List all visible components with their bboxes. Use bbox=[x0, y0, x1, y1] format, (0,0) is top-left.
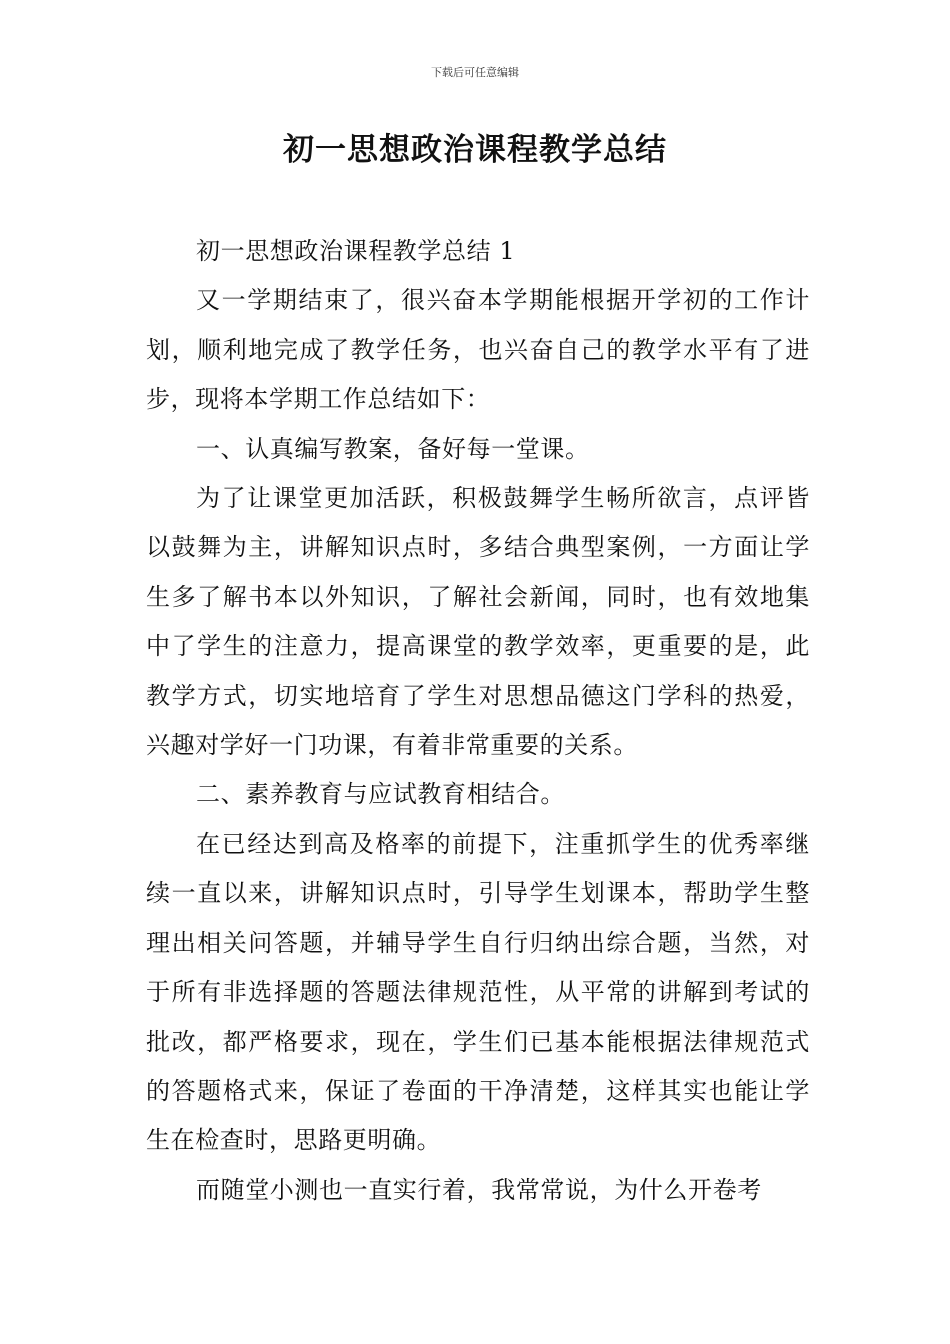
paragraph: 又一学期结束了，很兴奋本学期能根据开学初的工作计划，顺利地完成了教学任务，也兴奋自己的教学水平有了进步，现将本学期工作总结如下： bbox=[146, 286, 810, 414]
section-heading: 一、认真编写教案，备好每一堂课。 bbox=[196, 434, 590, 463]
document-body bbox=[146, 227, 810, 1215]
header-note: 下载后可任意编辑 bbox=[431, 66, 519, 79]
section-heading: 二、素养教育与应试教育相结合。 bbox=[196, 780, 565, 809]
document-title: 初一思想政治课程教学总结 bbox=[283, 132, 667, 168]
paragraph: 在已经达到高及格率的前提下，注重抓学生的优秀率继续一直以来，讲解知识点时，引导学生划课本，帮助学生整理出相关问答题，并辅导学生自行归纳出综合题，当然，对于所有非选择题的答题法律规范性，从平常的讲解到考试的批改，都严格要求，现在，学生们已基本能根据法律规范式的答题格式来，保证了卷面的干净清楚，这样其实也能让学生在检查时，思路更明确。 bbox=[146, 829, 810, 1155]
section-heading: 初一思想政治课程教学总结 1 bbox=[196, 237, 516, 265]
paragraph: 为了让课堂更加活跃，积极鼓舞学生畅所欲言，点评皆以鼓舞为主，讲解知识点时，多结合典型案例，一方面让学生多了解书本以外知识，了解社会新闻，同时，也有效地集中了学生的注意力，提高课堂的教学效率，更重要的是，此教学方式，切实地培育了学生对思想品德这门学科的热爱，兴趣对学好一门功课，有着非常重要的关系。 bbox=[146, 484, 810, 760]
paragraph: 而随堂小测也一直实行着，我常常说，为什么开卷考 bbox=[196, 1175, 762, 1204]
